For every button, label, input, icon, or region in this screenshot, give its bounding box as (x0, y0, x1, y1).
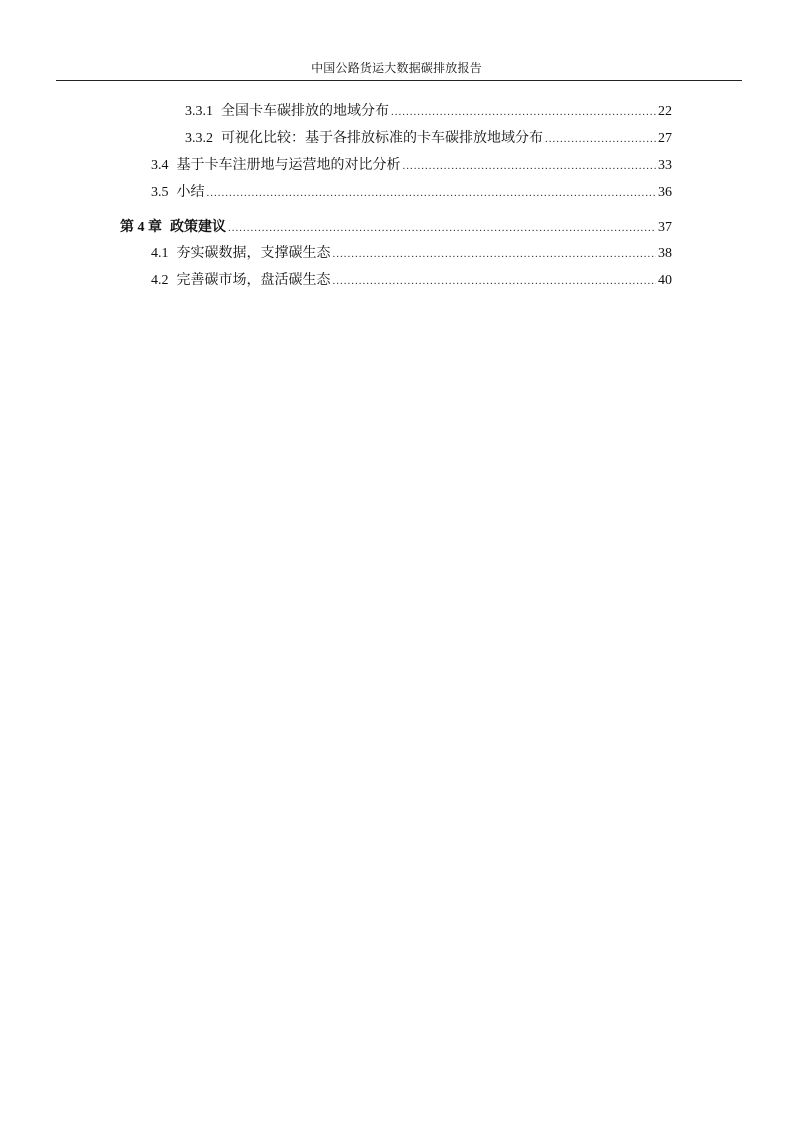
toc-entry-title: 可视化比较：基于各排放标准的卡车碳排放地域分布 (221, 130, 543, 146)
toc-entry-number: 3.3.1 (185, 104, 213, 119)
toc-entry-page: 33 (658, 158, 672, 173)
toc-entry-title: 全国卡车碳排放的地域分布 (221, 103, 389, 119)
toc-entry[interactable] (151, 271, 672, 290)
toc-entry-title: 完善碳市场，盘活碳生态 (176, 272, 331, 288)
toc-entry-page: 40 (658, 273, 672, 288)
toc-entry-number: 4.2 (151, 273, 169, 288)
toc-entry[interactable] (151, 183, 672, 202)
toc-entry-page: 38 (658, 246, 672, 261)
toc-leader-dots (391, 103, 656, 121)
toc-chapter-number: 第 4 章 (120, 220, 162, 235)
toc-entry[interactable] (151, 156, 672, 175)
toc-leader-dots (207, 184, 657, 202)
toc-leader-dots (333, 272, 657, 290)
header-divider (56, 80, 742, 81)
toc-entry[interactable] (185, 129, 672, 148)
toc-entry-title: 基于卡车注册地与运营地的对比分析 (176, 157, 401, 173)
page-header-title: 中国公路货运大数据碳排放报告 (311, 61, 482, 75)
toc-entry-number: 3.3.2 (185, 131, 213, 146)
toc-entry-title: 小结 (176, 184, 205, 200)
toc-entry-page: 22 (658, 104, 672, 119)
toc-entry[interactable] (185, 102, 672, 121)
toc-entry-page: 37 (658, 220, 672, 235)
toc-entry-title: 夯实碳数据，支撑碳生态 (176, 245, 331, 261)
toc-entry-number: 4.1 (151, 246, 169, 261)
toc-leader-dots (403, 157, 657, 175)
toc-entry-number: 3.5 (151, 185, 169, 200)
toc-entry-number: 3.4 (151, 158, 169, 173)
toc-leader-dots (333, 245, 657, 263)
toc-leader-dots (545, 130, 656, 148)
toc-leader-dots (228, 219, 656, 237)
toc-entry-page: 36 (658, 185, 672, 200)
toc-entry[interactable] (151, 244, 672, 263)
toc-entry-page: 27 (658, 131, 672, 146)
toc-chapter-entry[interactable] (120, 218, 672, 237)
toc-chapter-title: 政策建议 (170, 219, 226, 235)
